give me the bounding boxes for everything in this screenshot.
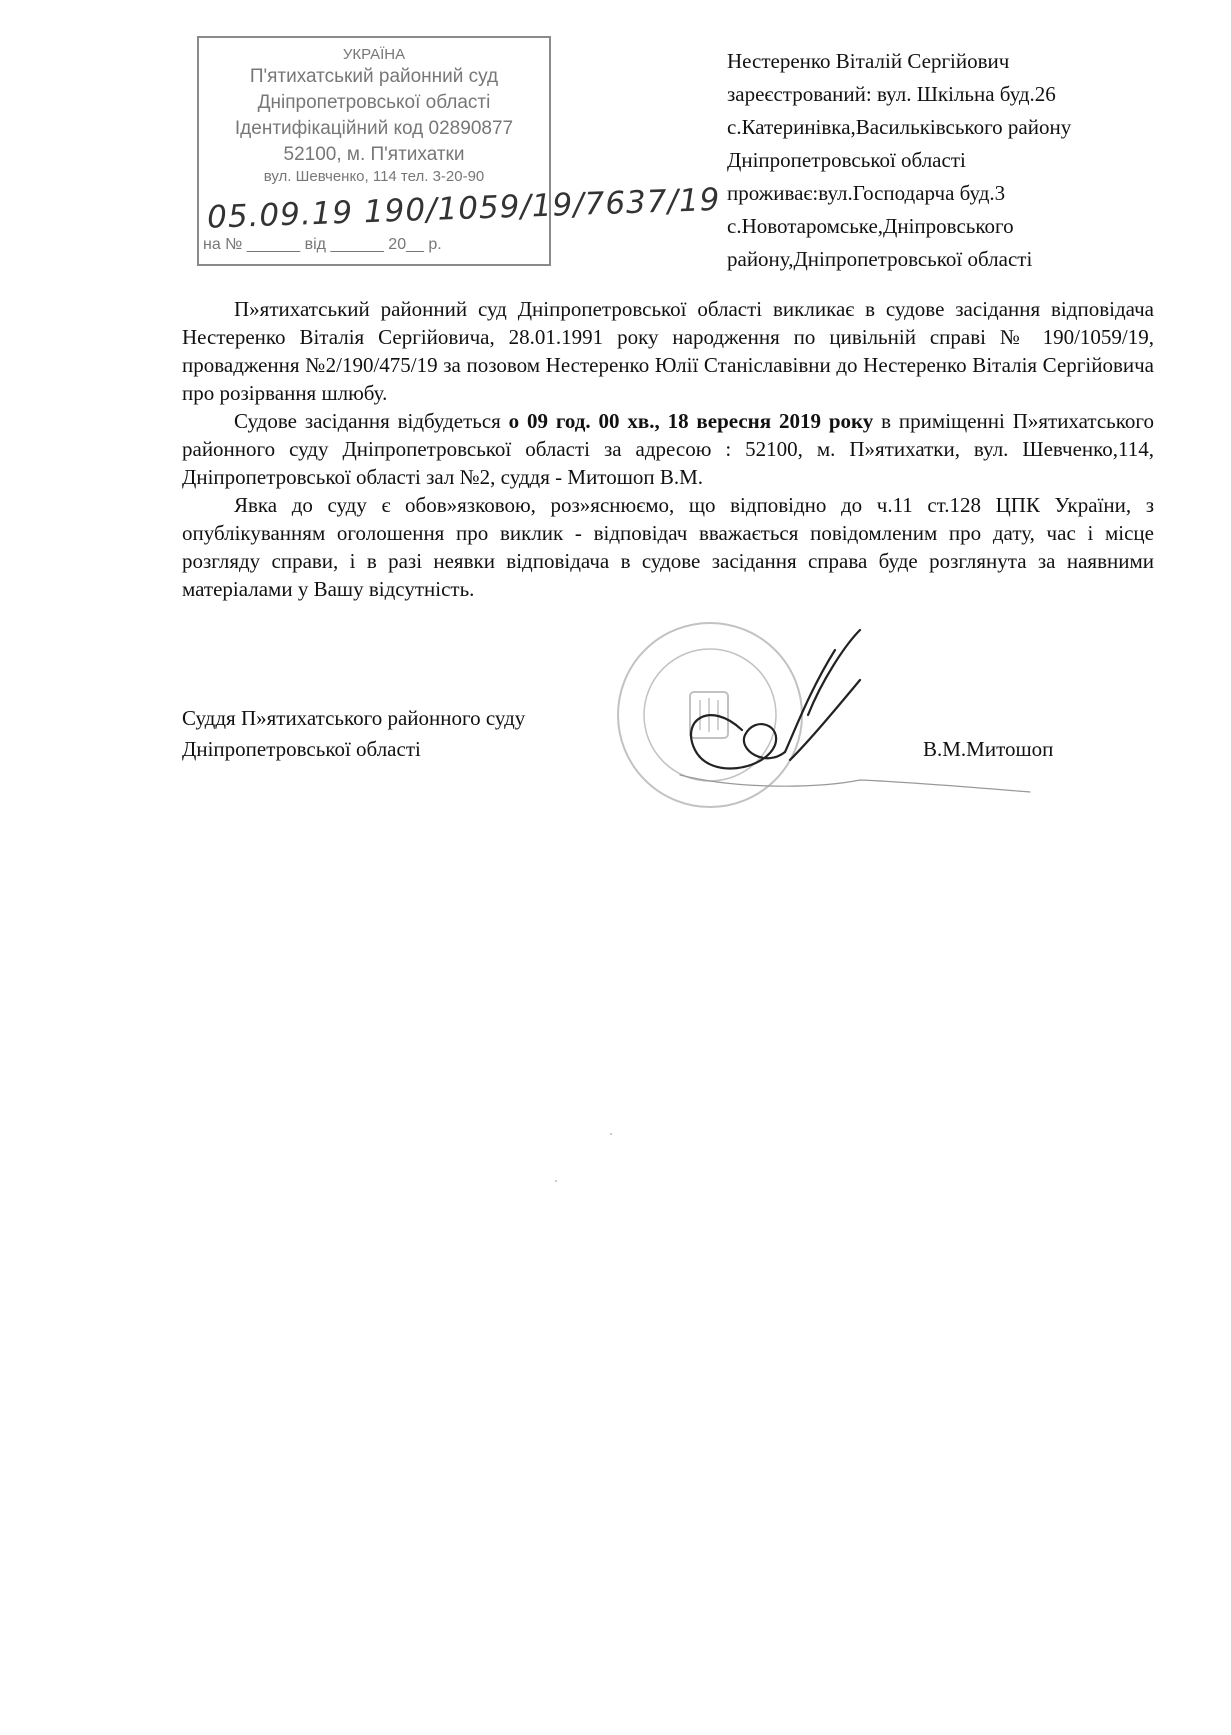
stamp-handwritten-entry: 05.09.19 190/1059/19/7637/19	[206, 181, 721, 236]
stamp-postal: 52100, м. П'ятихатки	[283, 144, 465, 165]
addressee-line: с.Катеринівка,Васильківського району	[727, 115, 1072, 139]
stamp-country: УКРАЇНА	[342, 46, 406, 63]
scan-speck	[555, 1180, 557, 1182]
body-paragraph-2	[182, 407, 1154, 491]
body-paragraph-3: Явка до суду є обов»язковою, роз»яснюємо, що відповідно до ч.11 ст.128 ЦПК України, з опублікуванням оголошення про виклик - відповідач вважається повідомленим про дату, час і місце розгляду справи, і в разі неявки відповідача в судове засідання справа буде розглянута за наявними матеріалами у Вашу відсутність.	[182, 493, 1154, 601]
stamp-number-line: на № ______ від ______ 20__ р.	[203, 236, 442, 253]
addressee-line: проживає:вул.Господарча буд.3	[727, 181, 1006, 205]
addressee-block	[727, 45, 1167, 276]
addressee-line: Нестеренко Віталій Сергійович	[727, 49, 1010, 73]
addressee-line: Дніпропетровської області	[727, 148, 966, 172]
stamp-region: Дніпропетровської області	[257, 92, 491, 113]
hearing-datetime: о 09 год. 00 хв., 18 вересня 2019 року	[508, 409, 874, 433]
addressee-line: району,Дніпропетровської області	[727, 247, 1033, 271]
stamp-address: вул. Шевченко, 114 тел. 3-20-90	[263, 168, 485, 185]
judge-title-line-1: Суддя П»ятихатського районного суду	[182, 706, 526, 730]
signature-icon	[680, 630, 1030, 792]
p2-end: в приміщенні П»ятихатського районного суду Дніпропетровської області за адресою : 52100, м. П»ятихатки, вул. Шевченко,114, Дніпропетровської області зал №2, суддя - Митошоп В.М.	[182, 409, 1154, 489]
p2-start: Судове засідання відбудеться	[234, 409, 509, 433]
registration-stamp	[197, 36, 721, 266]
body-paragraph-1: П»ятихатський районний суд Дніпропетровської області викликає в судове засідання відповідача Нестеренко Віталія Сергійовича, 28.01.1991 року народження по цивільній справі № 190/1059/19, провадження №2/190/475/19 за позовом Нестеренко Юлії Станіславівни до Нестеренко Віталія Сергійовича про розірвання шлюбу.	[182, 297, 1154, 405]
addressee-line: зареєстрований: вул. Шкільна буд.26	[727, 82, 1056, 106]
addressee-line: с.Новотаромське,Дніпровського	[727, 214, 1014, 238]
judge-title-line-2: Дніпропетровської області	[182, 737, 421, 761]
scan-speck	[610, 1133, 612, 1135]
signature-block	[182, 703, 525, 765]
stamp-id-code: Ідентифікаційний код 02890877	[234, 118, 514, 139]
judge-name: В.М.Митошоп	[923, 737, 1054, 761]
summons-body	[182, 295, 1154, 603]
stamp-court-name: П'ятихатський районний суд	[249, 66, 499, 87]
